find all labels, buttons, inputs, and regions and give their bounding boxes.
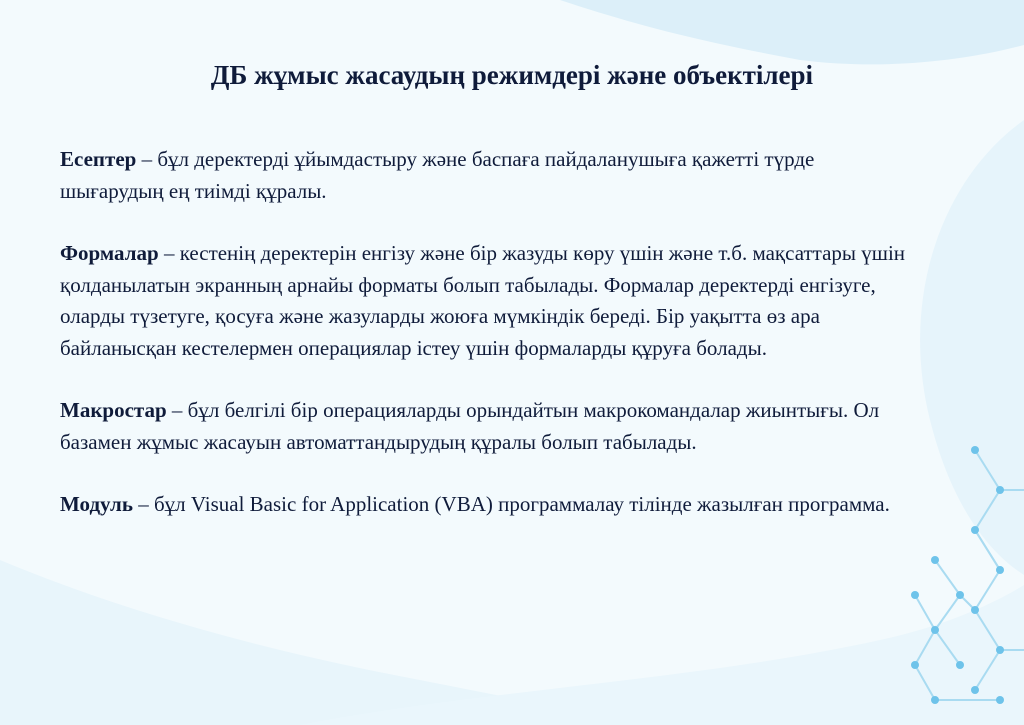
slide-title: ДБ жұмыс жасаудың режимдері және объектілері: [210, 60, 814, 90]
top-right-wave: [560, 0, 1024, 64]
section-macros: [60, 395, 920, 458]
section-module: [60, 489, 920, 521]
content-body: [60, 144, 920, 552]
term-module: Модуль: [60, 492, 133, 516]
section-reports: [60, 144, 920, 207]
term-forms: Формалар: [60, 241, 159, 265]
definition-module: – бұл Visual Basic for Application (VBA) программалау тілінде жазылған программа.: [132, 492, 890, 516]
definition-forms: – кестенің деректерін енгізу және бір жазуды көру үшін және т.б. мақсаттары үшін қолданылатын экранның арнайы форматы болып табылады. Формалар деректерді енгізуге, оларды түзетуге, қосуға және жазуларды жоюға мүмкіндік береді. Бір уақытта өз ара байланысқан кестелермен операциялар істеу үшін формаларды құруға болады.: [60, 241, 906, 360]
definition-reports: – бұл деректерді ұйымдастыру және баспаға пайдаланушыға қажетті түрде шығарудың ең тиімді құралы.: [60, 147, 815, 203]
definition-macros: – бұл белгілі бір операцияларды орындайтын макрокомандалар жиынтығы. Ол базамен жұмыс жасауын автоматтандырудың құралы болып табылады.: [60, 398, 880, 454]
term-reports: Есептер: [60, 147, 137, 171]
right-wave: [920, 120, 1024, 575]
section-forms: [60, 238, 920, 364]
term-macros: Макростар: [60, 398, 167, 422]
